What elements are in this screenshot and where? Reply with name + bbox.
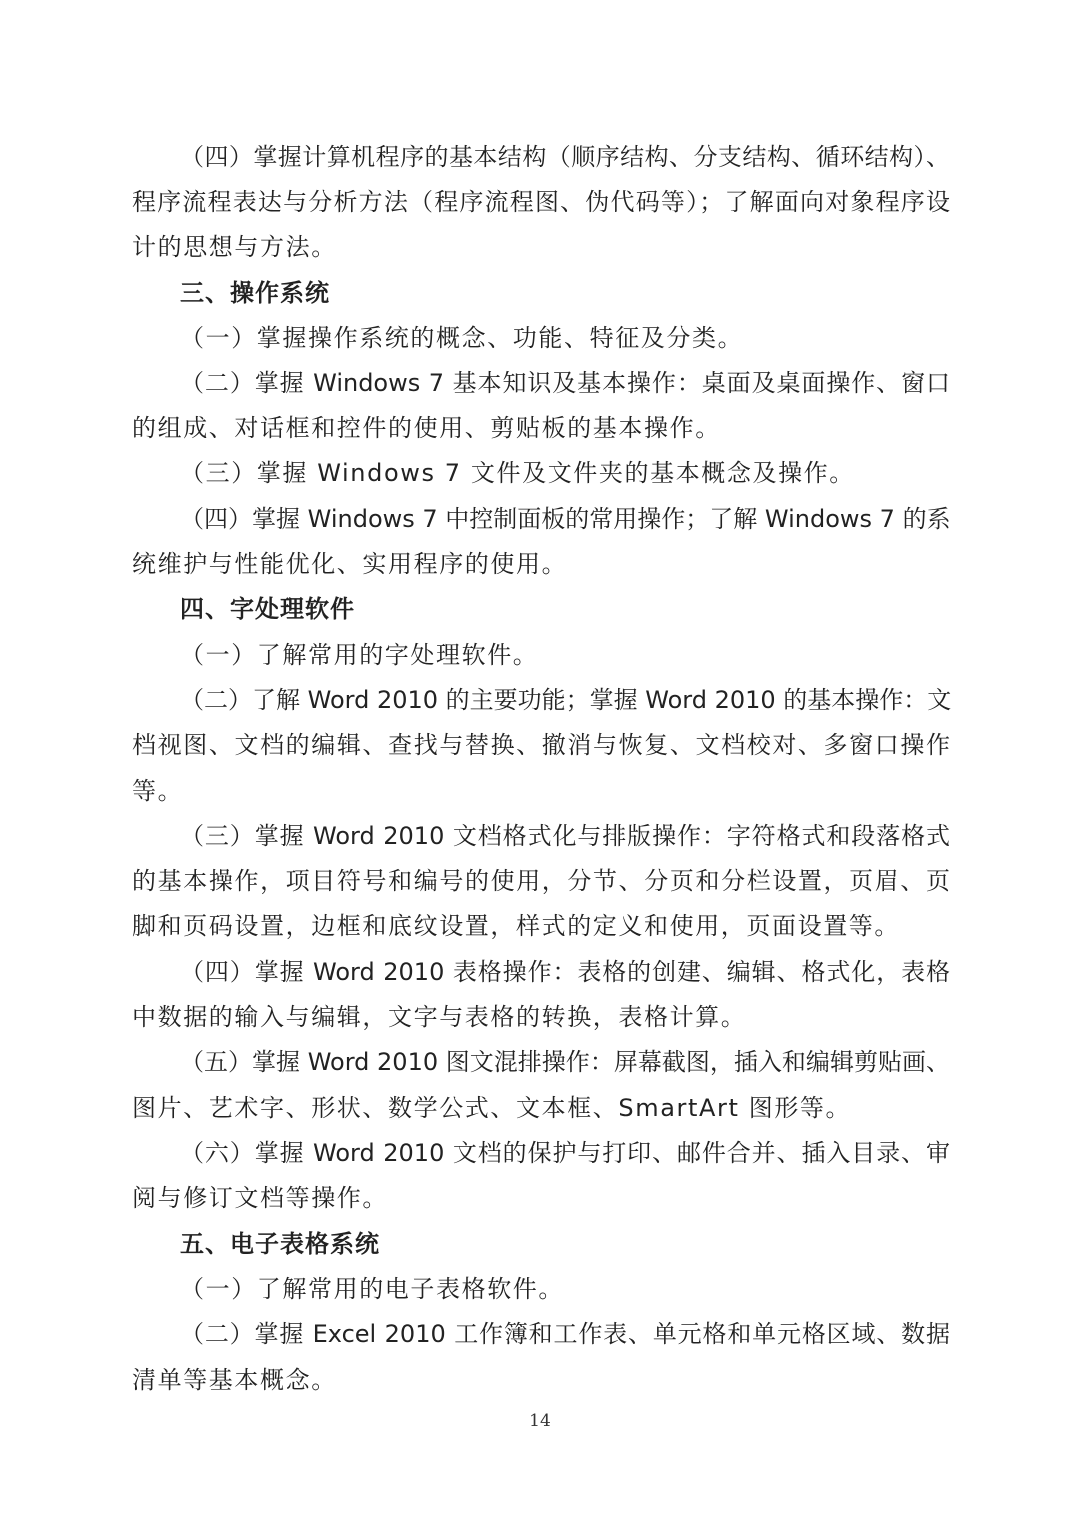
paragraph-line: （四）掌握 Windows 7 中控制面板的常用操作；了解 Windows 7 的系 <box>180 505 951 533</box>
paragraph-line: （一）掌握操作系统的概念、功能、特征及分类。 <box>180 324 744 352</box>
paragraph-line: 清单等基本概念。 <box>132 1366 337 1394</box>
paragraph-line: 脚和页码设置，边框和底纹设置，样式的定义和使用，页面设置等。 <box>132 912 900 940</box>
section-heading: 四、字处理软件 <box>180 595 355 623</box>
paragraph-line: 计的思想与方法。 <box>132 233 337 261</box>
page-number: 14 <box>529 1411 551 1431</box>
section-heading: 五、电子表格系统 <box>180 1230 380 1258</box>
paragraph-line: 程序流程表达与分析方法（程序流程图、伪代码等）；了解面向对象程序设 <box>132 188 950 216</box>
paragraph-line: （三）掌握 Word 2010 文档格式化与排版操作：字符格式和段落格式 <box>180 822 950 850</box>
paragraph-line: （四）掌握 Word 2010 表格操作：表格的创建、编辑、格式化，表格 <box>180 958 950 986</box>
paragraph-line: （一）了解常用的字处理软件。 <box>180 641 539 669</box>
paragraph-line: 的基本操作，项目符号和编号的使用，分节、分页和分栏设置，页眉、页 <box>132 867 950 895</box>
paragraph-line: （二）了解 Word 2010 的主要功能；掌握 Word 2010 的基本操作：文 <box>180 686 952 714</box>
paragraph-line: 的组成、对话框和控件的使用、剪贴板的基本操作。 <box>132 414 721 442</box>
paragraph-line: （二）掌握 Windows 7 基本知识及基本操作：桌面及桌面操作、窗口 <box>180 369 950 397</box>
section-heading: 三、操作系统 <box>180 279 330 307</box>
paragraph-line: （二）掌握 Excel 2010 工作簿和工作表、单元格和单元格区域、数据 <box>180 1320 950 1348</box>
paragraph-line: （五）掌握 Word 2010 图文混排操作：屏幕截图，插入和编辑剪贴画、 <box>180 1048 950 1076</box>
paragraph-line: 等。 <box>132 777 184 805</box>
paragraph-line: （一）了解常用的电子表格软件。 <box>180 1275 564 1303</box>
paragraph-line: 图片、艺术字、形状、数学公式、文本框、SmartArt 图形等。 <box>132 1094 852 1122</box>
paragraph-line: 中数据的输入与编辑，文字与表格的转换，表格计算。 <box>132 1003 747 1031</box>
paragraph-line: （六）掌握 Word 2010 文档的保护与打印、邮件合并、插入目录、审 <box>180 1139 950 1167</box>
paragraph-line: 档视图、文档的编辑、查找与替换、撤消与恢复、文档校对、多窗口操作 <box>132 731 950 759</box>
paragraph-line: 阅与修订文档等操作。 <box>132 1184 388 1212</box>
paragraph-line: 统维护与性能优化、实用程序的使用。 <box>132 550 568 578</box>
paragraph-line: （三）掌握 Windows 7 文件及文件夹的基本概念及操作。 <box>180 459 855 487</box>
paragraph-line: （四）掌握计算机程序的基本结构（顺序结构、分支结构、循环结构）、 <box>180 143 950 171</box>
